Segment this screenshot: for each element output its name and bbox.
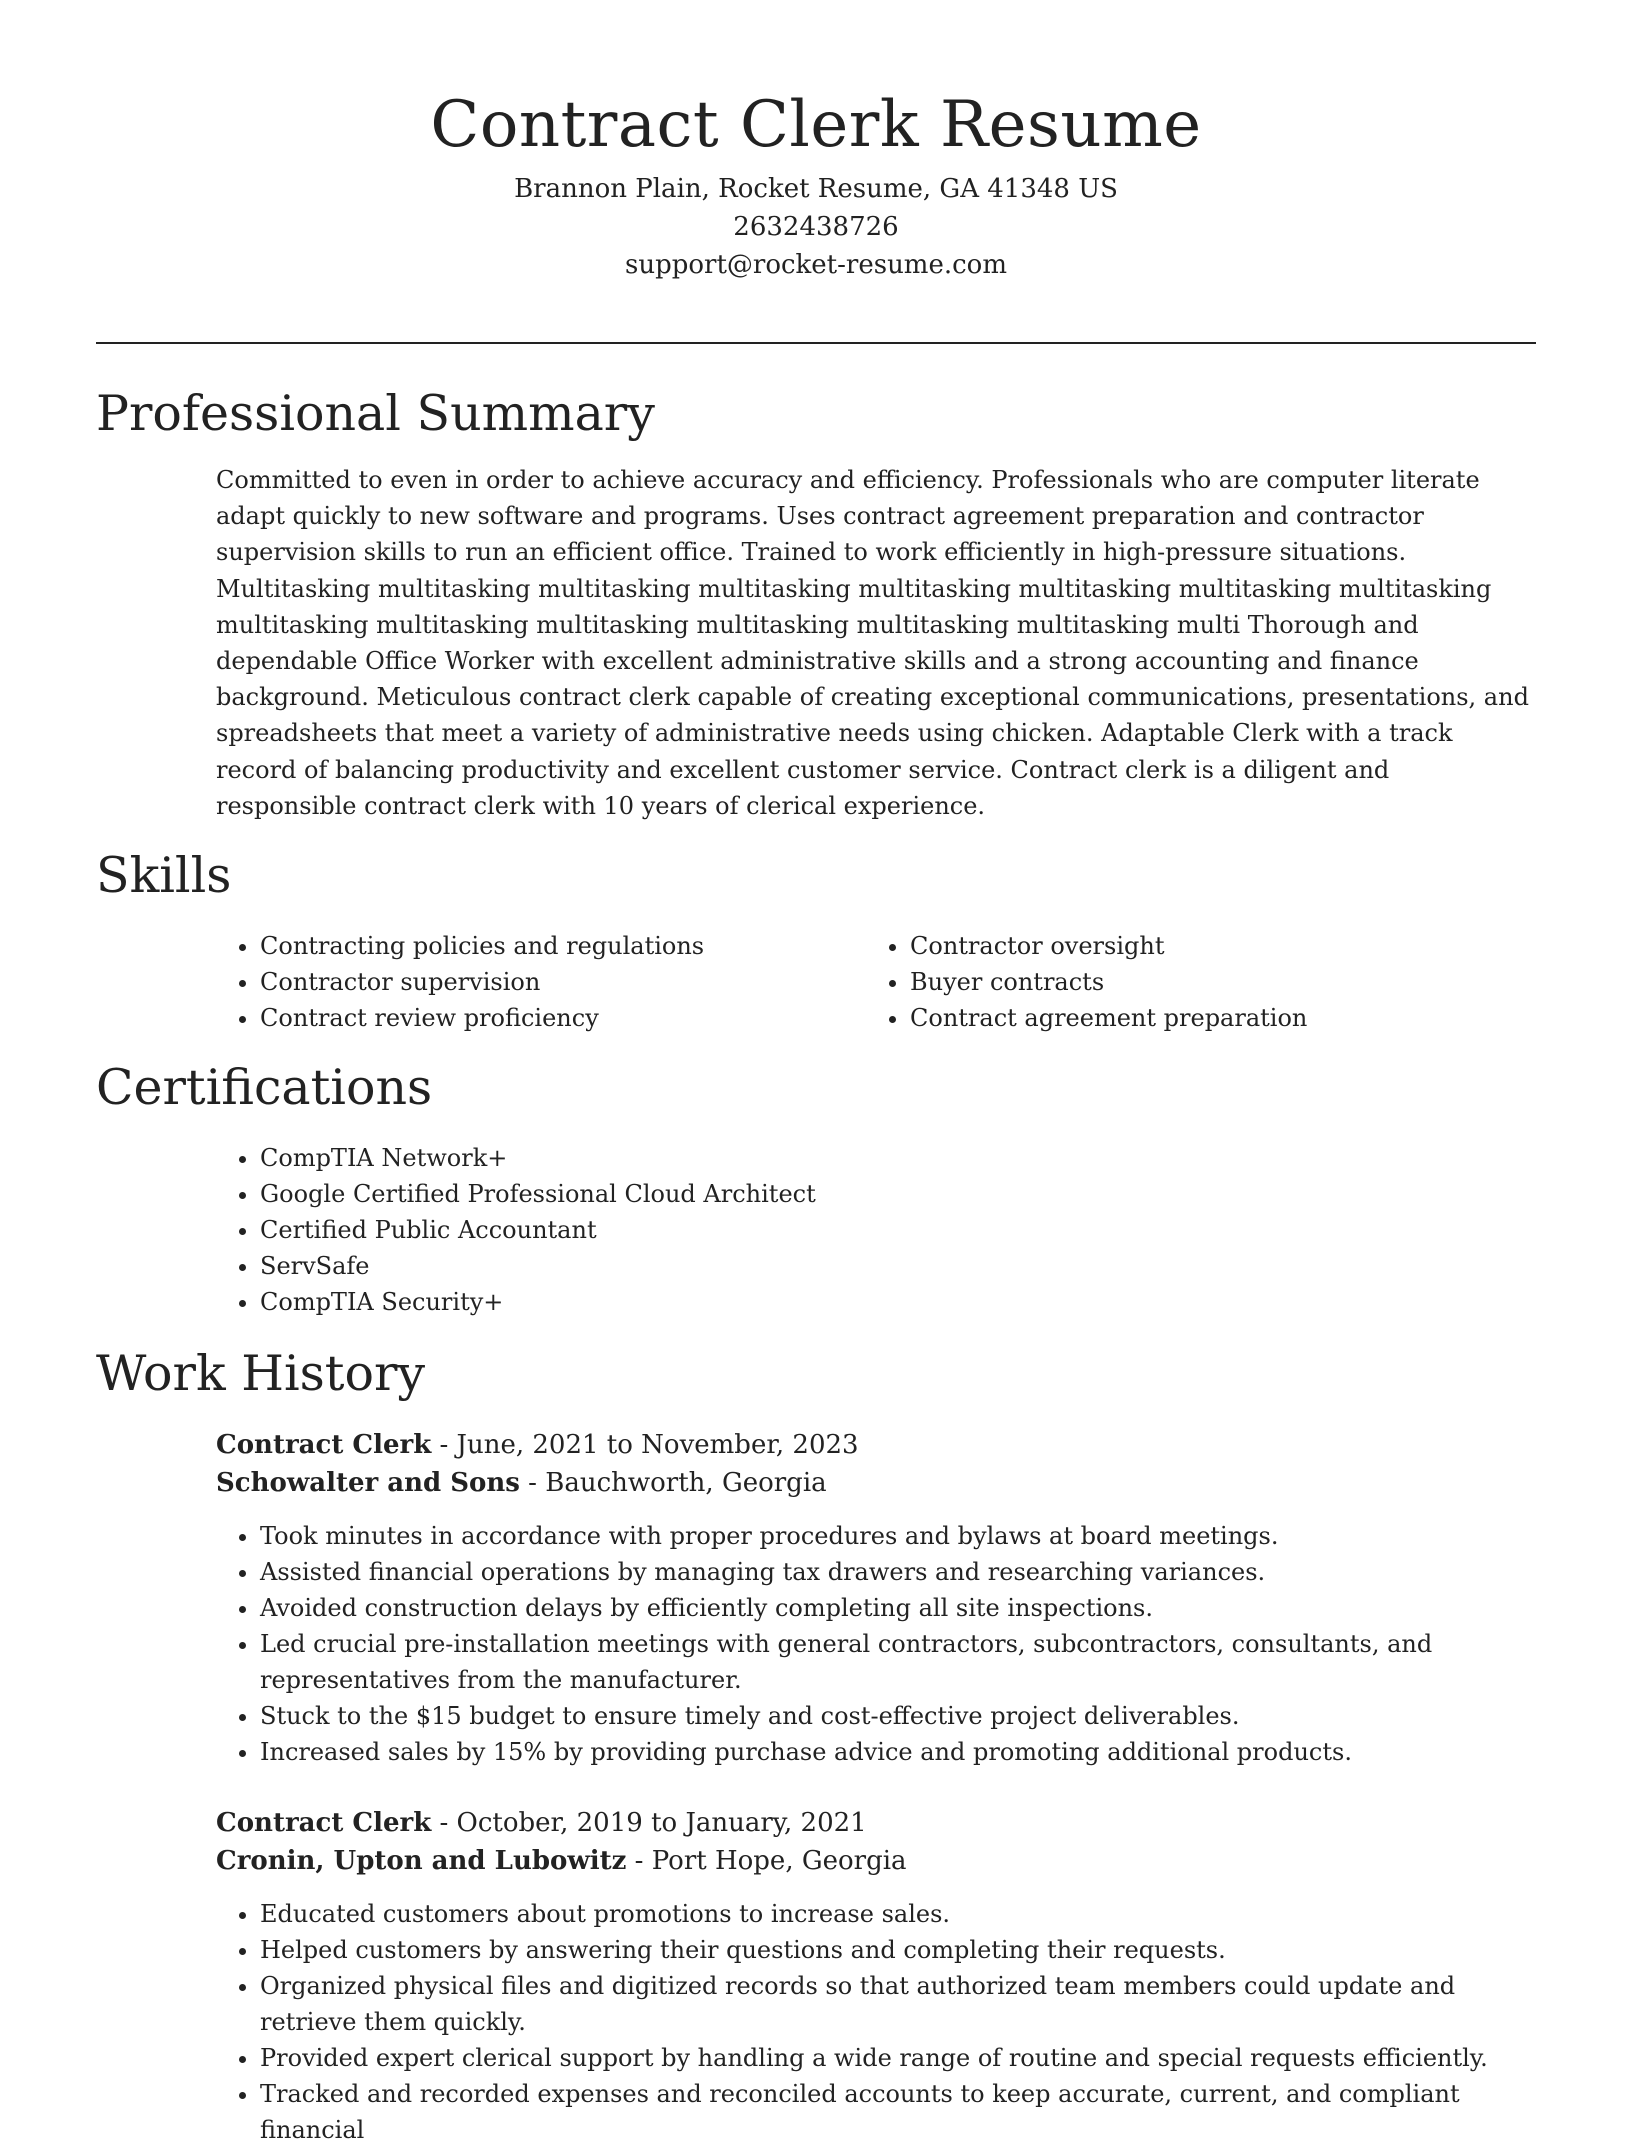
job-bullet: • Educated customers about promotions to increase sales. xyxy=(260,1896,1536,1932)
job-company: Schowalter and Sons xyxy=(216,1468,520,1498)
job-bullet: • Led crucial pre-installation meetings with general contractors, subcontractors, consultants, and representatives from the manufacturer. xyxy=(260,1626,1536,1698)
skills-list-left xyxy=(216,928,856,1036)
job-bullets xyxy=(216,1896,1536,2148)
summary-heading: Professional Summary xyxy=(96,385,655,442)
job-title-line xyxy=(216,1804,1536,1842)
job-company-line xyxy=(216,1464,1536,1502)
certifications-section xyxy=(216,1140,1536,1320)
certification-item: • CompTIA Network+ xyxy=(260,1140,1536,1176)
resume-header xyxy=(96,80,1536,284)
header-divider xyxy=(96,342,1536,344)
work-history-heading: Work History xyxy=(96,1345,426,1402)
skills-heading: Skills xyxy=(96,847,232,904)
job-location: - Port Hope, Georgia xyxy=(626,1846,907,1876)
job-bullet: • Increased sales by 15% by providing purchase advice and promoting additional products. xyxy=(260,1734,1536,1770)
certification-item: • CompTIA Security+ xyxy=(260,1284,1536,1320)
job-bullet: • Stuck to the $15 budget to ensure timely and cost-effective project deliverables. xyxy=(260,1698,1536,1734)
skill-item: • Contracting policies and regulations xyxy=(260,928,856,964)
job-title: Contract Clerk xyxy=(216,1430,432,1460)
job-location: - Bauchworth, Georgia xyxy=(519,1468,827,1498)
skill-item: • Buyer contracts xyxy=(910,964,1506,1000)
skill-item: • Contract review proficiency xyxy=(260,1000,856,1036)
certifications-list xyxy=(216,1140,1536,1320)
skills-column-left xyxy=(216,928,856,1036)
skill-item: • Contractor oversight xyxy=(910,928,1506,964)
job-title: Contract Clerk xyxy=(216,1808,432,1838)
skills-column-right xyxy=(866,928,1506,1036)
job-bullets xyxy=(216,1518,1536,1770)
job-bullet: • Took minutes in accordance with proper procedures and bylaws at board meetings. xyxy=(260,1518,1536,1554)
contact-phone: 2632438726 xyxy=(733,212,899,242)
summary-text: Committed to even in order to achieve accuracy and efficiency. Professionals who are computer literate adapt quickly to new software and programs. Uses contract agreement preparation and contractor supervision skills to run an efficient office. Trained to work efficiently in high-pressure situations. Multitasking multitasking multitasking multitasking multitasking multitasking multitasking multitasking multitasking multitasking multitasking multitasking multitasking multitasking multi Thorough and dependable Office Worker with excellent administrative skills and a strong accounting and finance background. Meticulous contract clerk capable of creating exceptional communications, presentations, and spreadsheets that meet a variety of administrative needs using chicken. Adaptable Clerk with a track record of balancing productivity and excellent customer service. Contract clerk is a diligent and responsible contract clerk with 10 years of clerical experience. xyxy=(216,466,1529,820)
job-title-line xyxy=(216,1426,1536,1464)
certification-item: • ServSafe xyxy=(260,1248,1536,1284)
job-entry xyxy=(216,1426,1536,1770)
skill-item: • Contract agreement preparation xyxy=(910,1000,1506,1036)
job-bullet: • Assisted financial operations by managing tax drawers and researching variances. xyxy=(260,1554,1536,1590)
skill-item: • Contractor supervision xyxy=(260,964,856,1000)
contact-address: Brannon Plain, Rocket Resume, GA 41348 US xyxy=(514,174,1118,204)
resume-title: Contract Clerk Resume xyxy=(430,88,1202,162)
job-entry xyxy=(216,1804,1536,2148)
job-bullet: • Helped customers by answering their questions and completing their requests. xyxy=(260,1932,1536,1968)
skills-list-right xyxy=(866,928,1506,1036)
job-bullet: • Organized physical files and digitized records so that authorized team members could update and retrieve them quickly. xyxy=(260,1968,1536,2040)
contact-email: support@rocket-resume.com xyxy=(624,250,1007,280)
certification-item: • Google Certified Professional Cloud Architect xyxy=(260,1176,1536,1212)
certifications-heading: Certifications xyxy=(96,1059,433,1116)
certification-item: • Certified Public Accountant xyxy=(260,1212,1536,1248)
job-bullet: • Avoided construction delays by efficiently completing all site inspections. xyxy=(260,1590,1536,1626)
job-company: Cronin, Upton and Lubowitz xyxy=(216,1846,627,1876)
job-bullet: • Tracked and recorded expenses and reconciled accounts to keep accurate, current, and compliant financial xyxy=(260,2076,1536,2148)
job-dates: - October, 2019 to January, 2021 xyxy=(431,1808,867,1838)
job-dates: - June, 2021 to November, 2023 xyxy=(431,1430,859,1460)
job-bullet: • Provided expert clerical support by handling a wide range of routine and special requests efficiently. xyxy=(260,2040,1536,2076)
job-company-line xyxy=(216,1842,1536,1880)
